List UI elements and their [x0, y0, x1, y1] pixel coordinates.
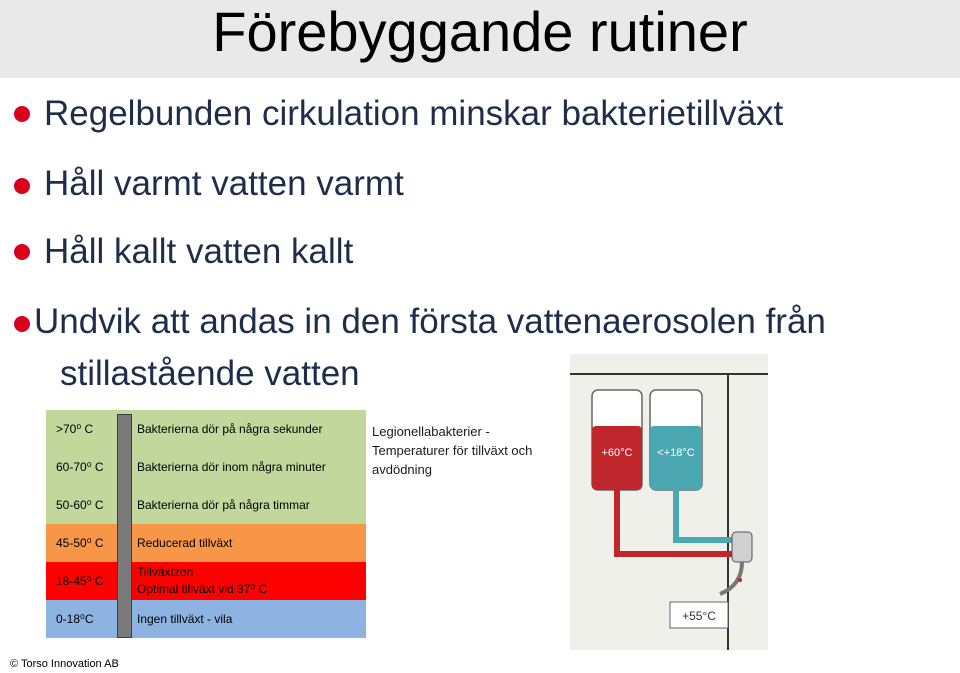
- desc-cell: Bakterierna dör inom några minuter: [134, 448, 366, 486]
- table-row: [46, 410, 366, 448]
- bullet-3-text: Håll kallt vatten kallt: [44, 232, 354, 271]
- table-row: [46, 448, 366, 486]
- bullet-dot: [14, 178, 30, 194]
- mixed-temp-label: +55°C: [682, 609, 716, 623]
- bullet-dot: [14, 244, 30, 260]
- table-row: [46, 486, 366, 524]
- temp-cell: 45-50⁰ C: [46, 524, 116, 562]
- bullet-4-text: Undvik att andas in den första vattenaerosolen från: [34, 302, 826, 341]
- page-title: Förebyggande rutiner: [212, 0, 748, 63]
- temp-cell: 60-70⁰ C: [46, 448, 116, 486]
- footer-copyright: © Torso Innovation AB: [10, 658, 119, 670]
- temp-cell: 0-18⁰C: [46, 600, 116, 638]
- desc-cell: Bakterierna dör på några timmar: [134, 486, 366, 524]
- temp-cell: 18-45⁰ C: [46, 562, 116, 600]
- water-heater-illustration: [570, 354, 768, 650]
- bullet-dot: [14, 316, 30, 332]
- desc-cell: [134, 562, 366, 600]
- desc-cell: Reducerad tillväxt: [134, 524, 366, 562]
- hot-tank-label: +60°C: [601, 447, 633, 459]
- desc-line-2: Optimal tillväxt vid 37⁰ C: [137, 582, 268, 596]
- thermometer-tube: [117, 414, 132, 638]
- cold-tank-label: <+18°C: [657, 447, 695, 459]
- bullet-4-continuation: stillastående vatten: [60, 354, 360, 393]
- heater-diagram: [570, 354, 768, 650]
- legend-text: Legionellabakterier - Temperaturer för tillväxt och avdödning: [372, 424, 533, 477]
- bullet-dot: [14, 106, 30, 122]
- table-row: [46, 524, 366, 562]
- bullet-1-text: Regelbunden cirkulation minskar bakterietillväxt: [44, 94, 784, 133]
- desc-cell: Bakterierna dör på några sekunder: [134, 410, 366, 448]
- bullet-2-text: Håll varmt vatten varmt: [44, 164, 404, 203]
- desc-cell: Ingen tillväxt - vila: [134, 600, 366, 638]
- temp-cell: >70⁰ C: [46, 410, 116, 448]
- desc-line-1: Tillväxtzon: [137, 565, 194, 579]
- temp-cell: 50-60⁰ C: [46, 486, 116, 524]
- table-row: [46, 562, 366, 600]
- table-row: [46, 600, 366, 638]
